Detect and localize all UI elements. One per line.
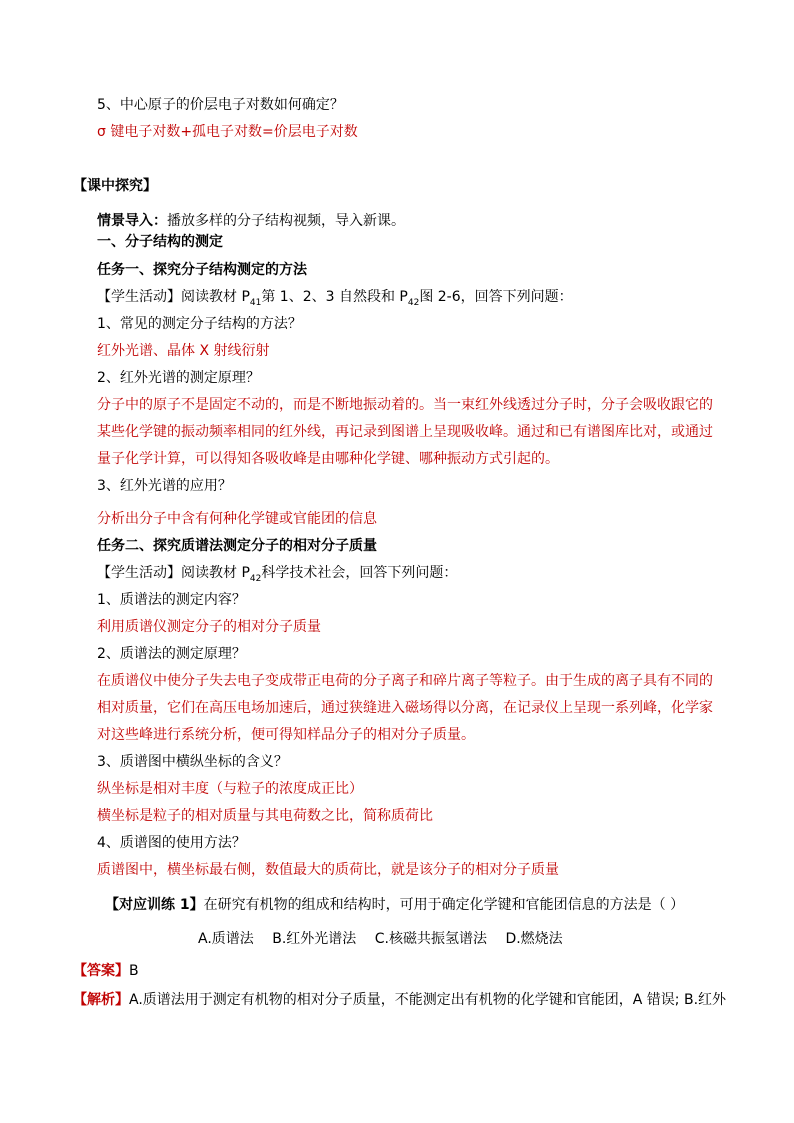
option-d: D.燃烧法 bbox=[505, 931, 563, 947]
activity-1-sub-2: 42 bbox=[407, 297, 420, 308]
task-2-answer-3-line-1: 纵坐标是相对丰度（与粒子的浓度成正比） bbox=[97, 781, 363, 797]
part-1-title: 一、分子结构的测定 bbox=[97, 234, 223, 250]
section-heading: 【课中探究】 bbox=[73, 178, 157, 194]
option-c: C.核磁共振氢谱法 bbox=[374, 931, 487, 947]
question-5: 5、中心原子的价层电子对数如何确定？ bbox=[97, 97, 344, 113]
activity-2-text-a: 阅读教材 P bbox=[181, 565, 250, 581]
activity-1-text-a: 阅读教材 P bbox=[181, 289, 250, 305]
drill-text: 在研究有机物的组成和结构时，可用于确定化学键和官能团信息的方法是（ ） bbox=[203, 897, 685, 913]
task-2-answer-2-line-2: 相对质量，它们在高压电场加速后，通过狭缝进入磁场得以分离，在记录仪上呈现一系列峰，化学家 bbox=[97, 700, 713, 716]
analysis-line bbox=[73, 991, 726, 1009]
task-1-title: 任务一、探究分子结构测定的方法 bbox=[97, 262, 307, 278]
activity-2-text-b: 科学技术社会，回答下列问题： bbox=[261, 565, 458, 581]
analysis-text: A.质谱法用于测定有机物的相对分子质量，不能测定出有机物的化学键和官能团，A 错误; B.红外 bbox=[129, 992, 727, 1008]
activity-2 bbox=[97, 564, 457, 588]
drill-question bbox=[105, 896, 684, 914]
intro-line bbox=[97, 212, 405, 230]
task-2-answer-1: 利用质谱仪测定分子的相对分子质量 bbox=[97, 619, 321, 635]
task-1-question-2: 2、红外光谱的测定原理？ bbox=[97, 370, 260, 386]
task-2-question-3: 3、质谱图中横纵坐标的含义？ bbox=[97, 754, 288, 770]
activity-1-label: 【学生活动】 bbox=[97, 289, 181, 305]
task-1-answer-3: 分析出分子中含有何种化学键或官能团的信息 bbox=[97, 511, 377, 527]
activity-1-sub-1: 41 bbox=[249, 297, 262, 308]
task-2-answer-2-line-1: 在质谱仪中使分子失去电子变成带正电荷的分子离子和碎片离子等粒子。由于生成的离子具有不同的 bbox=[97, 673, 713, 689]
task-1-question-1: 1、常见的测定分子结构的方法？ bbox=[97, 316, 302, 332]
task-2-question-4: 4、质谱图的使用方法？ bbox=[97, 835, 246, 851]
task-2-question-2: 2、质谱法的测定原理？ bbox=[97, 646, 246, 662]
answer-value: B bbox=[129, 963, 139, 979]
drill-label: 【对应训练 1】 bbox=[105, 897, 204, 913]
task-1-answer-2-line-3: 量子化学计算，可以得知各吸收峰是由哪种化学键、哪种振动方式引起的。 bbox=[97, 451, 559, 467]
answer-line bbox=[73, 962, 139, 980]
task-1-answer-2-line-1: 分子中的原子不是固定不动的，而是不断地振动着的。当一束红外线透过分子时，分子会吸收跟它的 bbox=[97, 397, 713, 413]
intro-text: 播放多样的分子结构视频，导入新课。 bbox=[167, 213, 405, 229]
task-2-answer-4: 质谱图中，横坐标最右侧，数值最大的质荷比，就是该分子的相对分子质量 bbox=[97, 862, 559, 878]
activity-1-text-b: 第 1、2、3 自然段和 P bbox=[261, 289, 408, 305]
task-1-answer-1: 红外光谱、晶体 X 射线衍射 bbox=[97, 343, 270, 359]
activity-2-label: 【学生活动】 bbox=[97, 565, 181, 581]
task-2-title: 任务二、探究质谱法测定分子的相对分子质量 bbox=[97, 538, 377, 554]
task-2-answer-2-line-3: 对这些峰进行系统分析，便可得知样品分子的相对分子质量。 bbox=[97, 727, 475, 743]
answer-label: 【答案】 bbox=[73, 963, 129, 979]
intro-label: 情景导入： bbox=[97, 213, 167, 229]
analysis-label: 【解析】 bbox=[73, 992, 129, 1008]
task-1-question-3: 3、红外光谱的应用？ bbox=[97, 478, 232, 494]
activity-1-text-c: 图 2-6，回答下列问题： bbox=[419, 289, 573, 305]
option-b: B.红外光谱法 bbox=[272, 931, 357, 947]
task-1-answer-2-line-2: 某些化学键的振动频率相同的红外线，再记录到图谱上呈现吸收峰。通过和已有谱图库比对，或通过 bbox=[97, 424, 713, 440]
activity-1 bbox=[97, 288, 573, 312]
task-2-question-1: 1、质谱法的测定内容？ bbox=[97, 592, 246, 608]
activity-2-sub: 42 bbox=[249, 573, 262, 584]
drill-options bbox=[198, 930, 571, 948]
option-a: A.质谱法 bbox=[198, 931, 254, 947]
task-2-answer-3-line-2: 横坐标是粒子的相对质量与其电荷数之比，简称质荷比 bbox=[97, 808, 433, 824]
answer-5: σ 键电子对数+孤电子对数=价层电子对数 bbox=[97, 124, 358, 140]
